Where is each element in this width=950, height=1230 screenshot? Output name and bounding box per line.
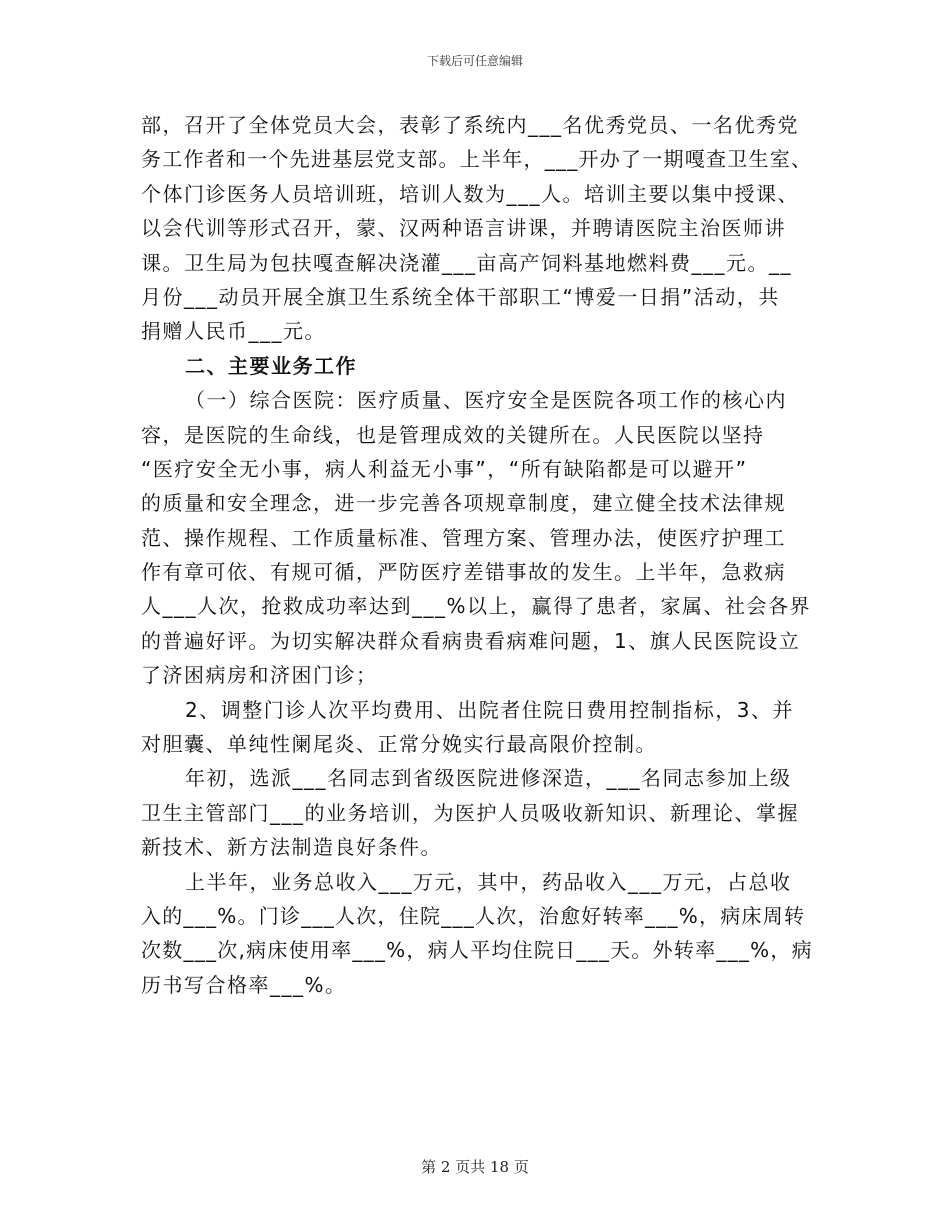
text-line: 上半年，业务总收入___万元，其中，药品收入___万元，占总收 — [185, 869, 792, 894]
text-line: 月份___动员开展全旗卫生系统全体干部职工“博爱一日捐”活动，共 — [141, 284, 780, 309]
section-heading: 二、主要业务工作 — [185, 353, 357, 378]
text-line: 历书写合格率___%。 — [141, 972, 347, 997]
text-line: 入的___%。门诊___人次，住院___人次，治愈好转率___%，病床周转 — [141, 903, 806, 928]
text-line: 的质量和安全理念，进一步完善各项规章制度，建立健全技术法律规 — [141, 491, 786, 516]
text-line: 卫生主管部门___的业务培训，为医护人员吸收新知识、新理论、掌握 — [141, 800, 799, 825]
text-line: 部，召开了全体党员大会，表彰了系统内___名优秀党员、一名优秀党 — [141, 113, 799, 137]
text-line: 容，是医院的生命线，也是管理成效的关键所在。人民医院以坚持 — [141, 422, 765, 447]
text-line: “医疗安全无小事，病人利益无小事”，“所有缺陷都是可以避开” — [141, 456, 748, 481]
text-line: 个体门诊医务人员培训班，培训人数为___人。培训主要以集中授课、 — [141, 181, 799, 206]
text-line: 以会代训等形式召开，蒙、汉两种语言讲课，并聘请医院主治医师讲 — [141, 216, 786, 241]
text-line: 对胆囊、单纯性阑尾炎、正常分娩实行最高限价控制。 — [141, 732, 657, 757]
text-line: 2、调整门诊人次平均费用、出院者住院日费用控制指标，3、并 — [185, 697, 794, 722]
text-line: 务工作者和一个先进基层党支部。上半年，___开办了一期嘎查卫生室、 — [141, 147, 813, 172]
text-line: 作有章可依、有规可循，严防医疗差错事故的发生。上半年，急救病 — [141, 560, 786, 585]
text-line: 的普遍好评。为切实解决群众看病贵看病难问题，1、旗人民医院设立 — [141, 628, 801, 653]
text-line: （一）综合医院：医疗质量、医疗安全是医院各项工作的核心内 — [185, 388, 787, 413]
text-line: 了济困病房和济困门诊； — [141, 663, 378, 688]
body-text — [141, 108, 813, 1002]
text-line: 新技术、新方法制造良好条件。 — [141, 835, 442, 860]
text-line: 次数___次,病床使用率___%，病人平均住院日___天。外转率___%，病 — [141, 938, 813, 963]
text-line: 年初，选派___名同志到省级医院进修深造，___名同志参加上级 — [185, 766, 792, 791]
page-footer: 第 2 页共 18 页 — [421, 1158, 529, 1176]
page-header: 下载后可任意编辑 — [426, 54, 523, 68]
text-line: 课。卫生局为包扶嘎查解决浇灌___亩高产饲料基地燃料费___元。__ — [141, 250, 792, 275]
text-line: 范、操作规程、工作质量标准、管理方案、管理办法，使医疗护理工 — [141, 525, 786, 550]
text-line: 人___人次，抢救成功率达到___%以上，赢得了患者，家属、社会各界 — [141, 594, 812, 619]
text-line: 捐赠人民币___元。 — [141, 319, 326, 344]
